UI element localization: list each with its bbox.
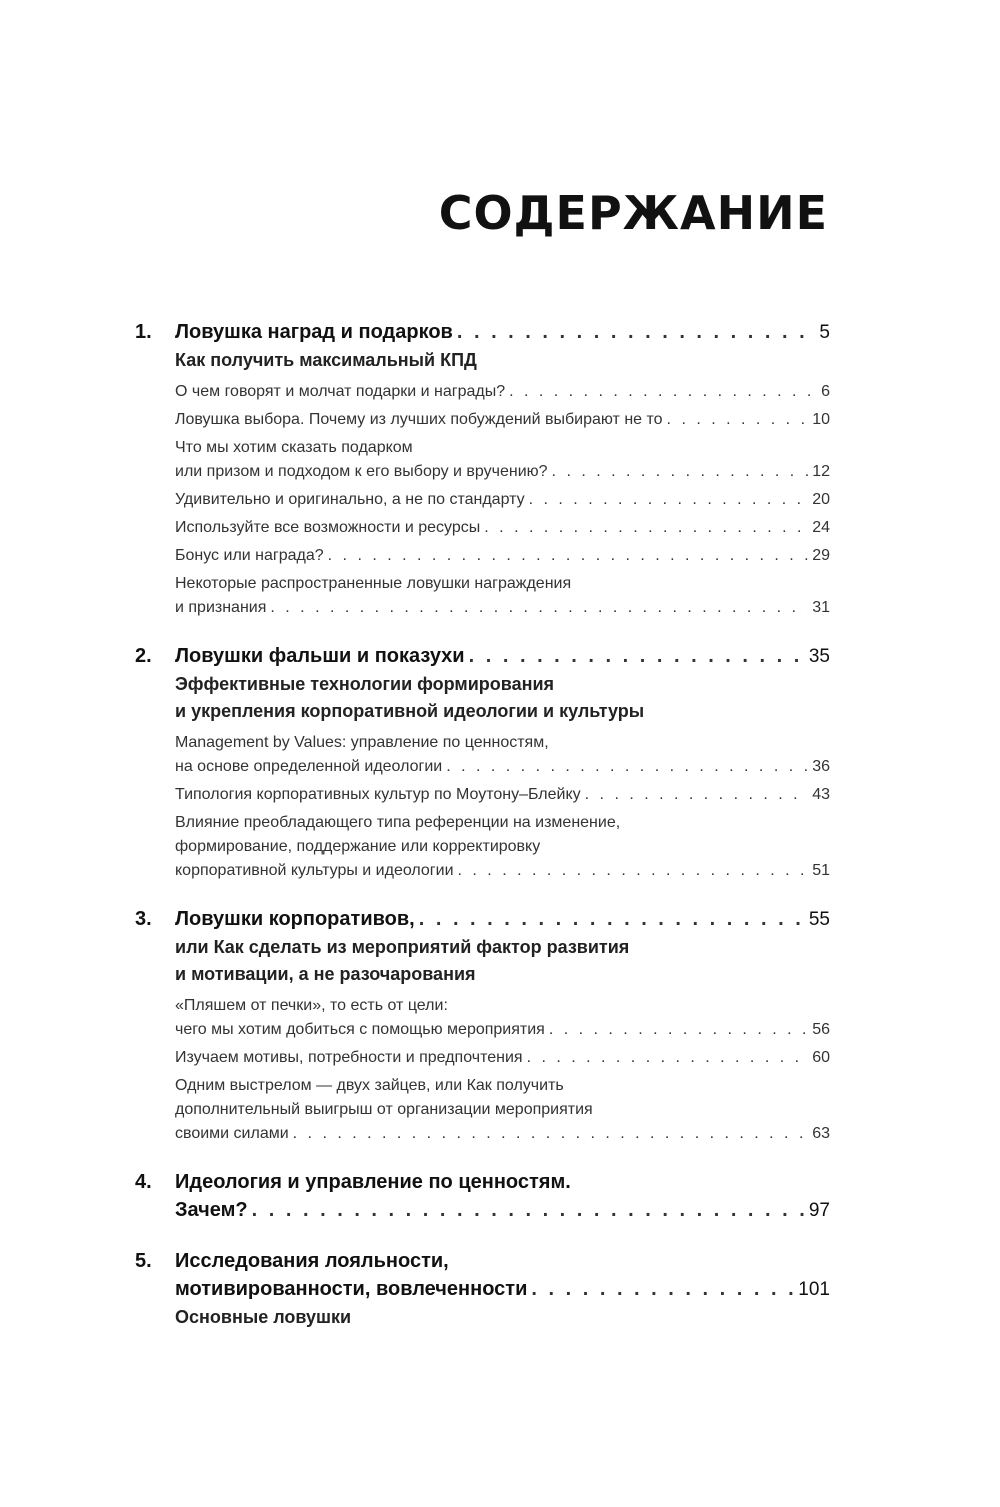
section-title-text: на основе определенной идеологии [175,758,443,775]
page-number: 60 [812,1049,830,1066]
chapter-subtitle-line: Как получить максимальный КПД [175,350,477,370]
section-title-line [175,859,830,883]
section-line: Одним выстрелом — двух зайцев, или Как получить [175,1077,564,1094]
toc-section [175,811,830,883]
toc-section [175,783,830,807]
section-title-line [175,380,830,404]
toc-section [175,488,830,512]
section-line: Что мы хотим сказать подарком [175,439,413,456]
section-title-text: Изучаем мотивы, потребности и предпочтения [175,1049,523,1066]
page-number: 5 [819,322,830,343]
chapter-title-line [175,318,830,347]
page-number: 101 [798,1279,830,1300]
section-title-line [175,488,830,512]
page-number: 97 [808,1200,830,1221]
section-title-text: Используйте все возможности и ресурсы [175,519,481,536]
page-number: 63 [812,1125,830,1142]
chapter-title-text: Ловушки корпоративов, [175,908,415,930]
section-title-line [175,1122,830,1146]
chapter-title [175,905,830,934]
chapter-title-line [175,1275,830,1304]
chapter-number: 1. [135,321,152,343]
toc-chapter [135,318,830,620]
chapter-title [175,642,830,671]
page-title: СОДЕРЖАНИЕ [438,186,828,240]
dot-leader [529,488,809,512]
dot-leader [552,460,809,484]
chapter-number: 2. [135,645,152,667]
toc-section [175,731,830,779]
toc-section [175,572,830,620]
dot-leader [484,516,808,540]
dot-leader [667,408,809,432]
section-title-text: Ловушка выбора. Почему из лучших побуждений выбирают не то [175,411,663,428]
chapter-title-line [175,1196,830,1225]
dot-leader [270,596,808,620]
section-title-text: своими силами [175,1125,289,1142]
section-title-line [175,596,830,620]
toc-section [175,544,830,568]
chapter-subtitle-line: или Как сделать из мероприятий фактор развития [175,937,630,957]
section-title-text: или призом и подходом к его выбору и вручению? [175,463,548,480]
chapter-title [175,1168,830,1225]
section-title-text: Типология корпоративных культур по Моутону–Блейку [175,786,581,803]
dot-leader [328,544,809,568]
toc-chapter [135,1168,830,1225]
chapter-subtitle [175,347,830,374]
page-number: 29 [812,547,830,564]
page-number: 20 [812,491,830,508]
chapter-number: 4. [135,1171,152,1193]
toc-chapter [135,1247,830,1331]
page-number: 10 [812,411,830,428]
section-title-line [175,544,830,568]
table-of-contents [135,318,830,1331]
chapter-title-line [175,642,830,671]
section-title-line [175,1018,830,1042]
dot-leader [458,859,809,883]
chapter-subtitle-line: и укрепления корпоративной идеологии и культуры [175,701,645,721]
chapter-subtitle-line: Основные ловушки [175,1307,352,1327]
dot-leader [419,905,805,933]
page-number: 35 [808,646,830,667]
section-title-text: О чем говорят и молчат подарки и награды? [175,383,506,400]
dot-leader [531,1275,794,1303]
section-title-line [175,408,830,432]
chapter-subtitle [175,934,830,988]
chapter-title-text: Зачем? [175,1199,248,1221]
toc-section [175,1074,830,1146]
toc-chapter [135,642,830,883]
section-title-text: Удивительно и оригинально, а не по стандарту [175,491,525,508]
chapter-title-line: Идеология и управление по ценностям. [175,1171,571,1193]
chapter-title [175,1247,830,1304]
toc-section [175,1046,830,1070]
toc-section [175,516,830,540]
chapter-title-text: Ловушки фальши и показухи [175,645,465,667]
toc-section [175,408,830,432]
chapter-title-line [175,905,830,934]
chapter-number: 5. [135,1250,152,1272]
toc-section [175,994,830,1042]
section-list [175,731,830,883]
section-line: «Пляшем от печки», то есть от цели: [175,997,448,1014]
section-title-text: чего мы хотим добиться с помощью мероприятия [175,1021,545,1038]
page-number: 36 [812,758,830,775]
section-list [175,994,830,1146]
page-number: 12 [812,463,830,480]
page-number: 6 [821,383,830,400]
page-number: 55 [808,909,830,930]
section-title-line [175,755,830,779]
chapter-subtitle-line: и мотивации, а не разочарования [175,964,476,984]
dot-leader [457,318,816,346]
chapter-title [175,318,830,347]
page-number: 24 [812,519,830,536]
section-title-text: и признания [175,599,267,616]
chapter-subtitle [175,1304,830,1331]
section-title-text: корпоративной культуры и идеологии [175,862,454,879]
dot-leader [446,755,808,779]
section-line: Management by Values: управление по ценностям, [175,734,549,751]
chapter-subtitle [175,671,830,725]
section-list [175,380,830,620]
section-title-line [175,1046,830,1070]
dot-leader [252,1196,805,1224]
section-line: дополнительный выигрыш от организации мероприятия [175,1101,593,1118]
page-number: 56 [812,1021,830,1038]
section-line: формирование, поддержание или корректировку [175,838,541,855]
dot-leader [469,642,805,670]
chapter-subtitle-line: Эффективные технологии формирования [175,674,555,694]
chapter-number: 3. [135,908,152,930]
dot-leader [293,1122,809,1146]
toc-chapter [135,905,830,1146]
chapter-title-text: мотивированности, вовлеченности [175,1278,528,1300]
section-title-line [175,783,830,807]
toc-section [175,436,830,484]
section-title-text: Бонус или награда? [175,547,324,564]
section-title-line [175,516,830,540]
dot-leader [527,1046,809,1070]
section-title-line [175,460,830,484]
dot-leader [585,783,809,807]
chapter-title-text: Ловушка наград и подарков [175,321,453,343]
section-line: Некоторые распространенные ловушки награждения [175,575,572,592]
section-line: Влияние преобладающего типа референции на изменение, [175,814,621,831]
page-number: 31 [812,599,830,616]
dot-leader [549,1018,808,1042]
page-number: 43 [812,786,830,803]
chapter-title-line: Исследования лояльности, [175,1250,449,1272]
dot-leader [509,380,817,404]
page-number: 51 [812,862,830,879]
toc-section [175,380,830,404]
